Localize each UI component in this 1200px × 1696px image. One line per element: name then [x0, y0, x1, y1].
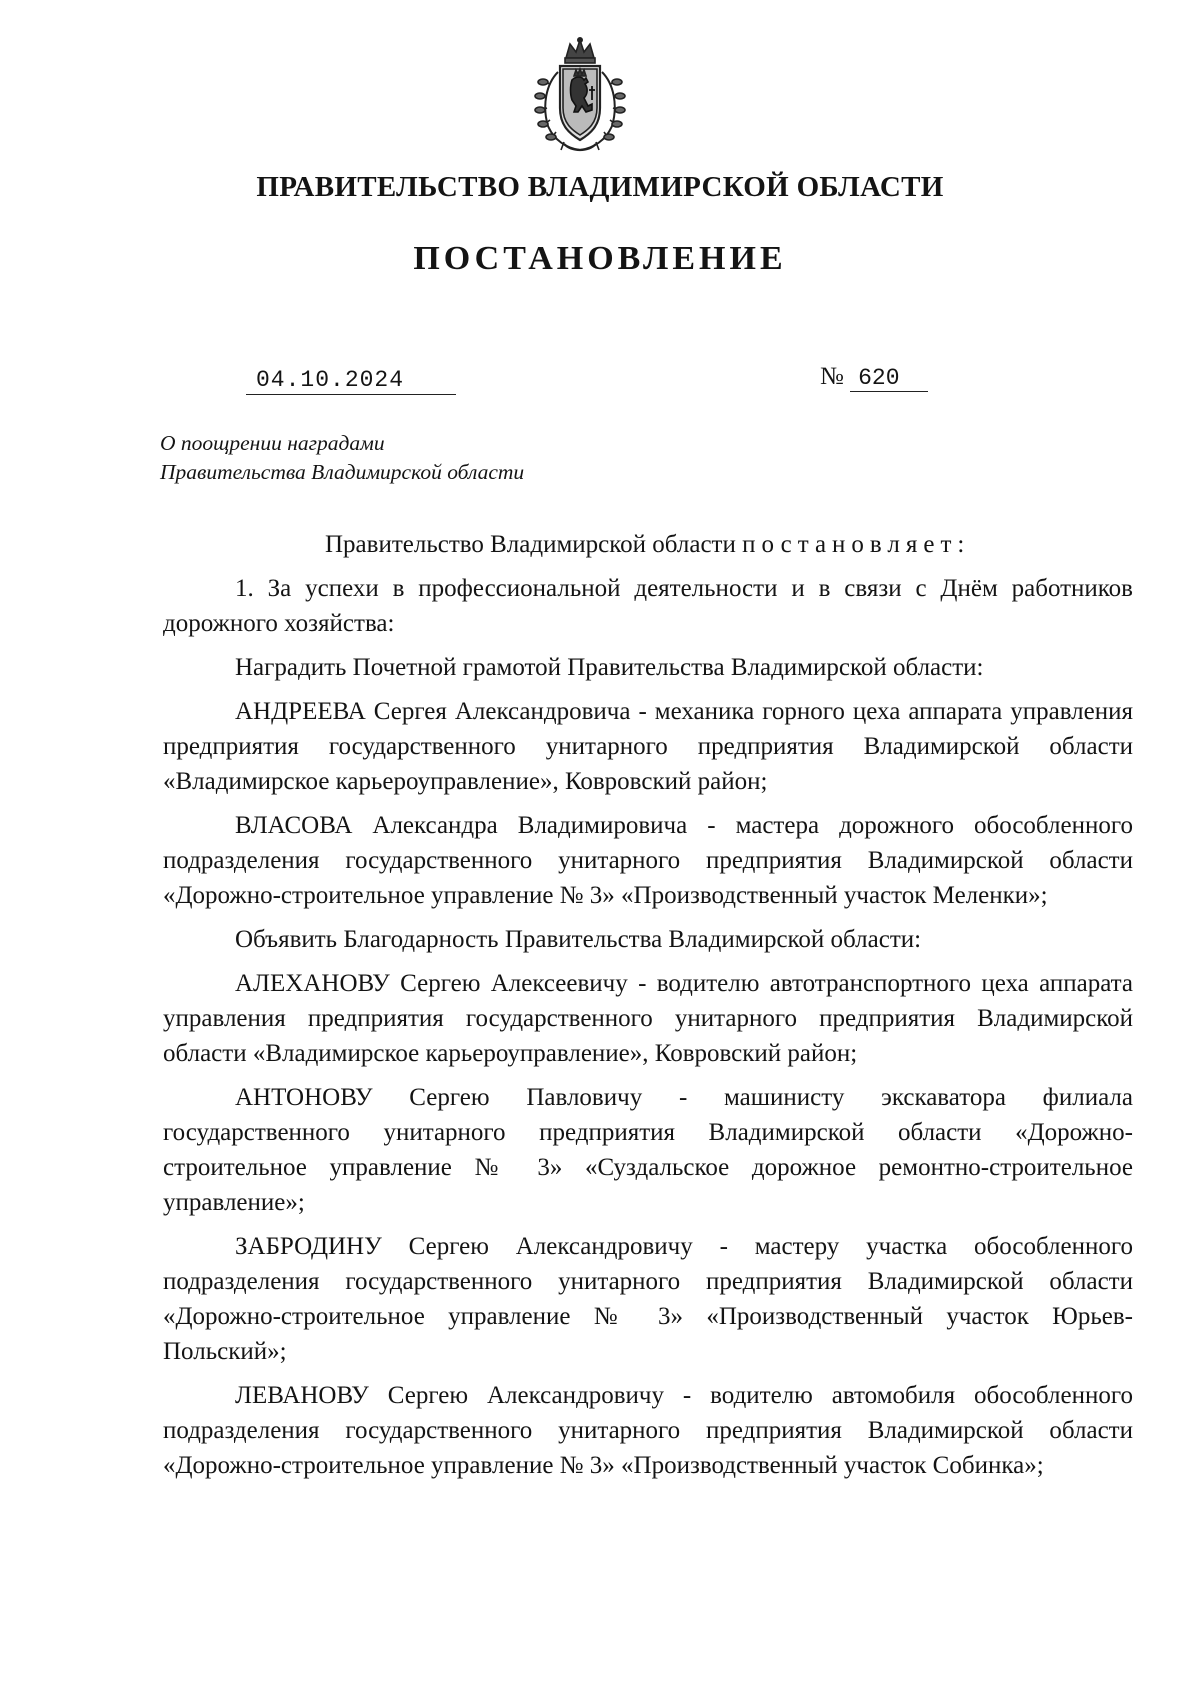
award-heading-1: Наградить Почетной грамотой Правительства Владимирской области: [235, 654, 984, 681]
document-number: 620 [850, 365, 928, 392]
award-person: АЛЕХАНОВУ Сергею Алексеевичу - водителю автотранспортного цеха аппарата управления предприятия государственного унитарного предприятия Владимирской области «Владимирское карьероуправление», Ковровский район; [163, 970, 1133, 1067]
award-person: ЛЕВАНОВУ Сергею Александровичу - водителю автомобиля обособленного подразделения государственного унитарного предприятия Владимирской области «Дорожно-строительное управление № 3» «Производственный участок Собинка»; [163, 1382, 1133, 1479]
document-subject [160, 429, 524, 487]
item-1: 1. За успехи в профессиональной деятельности и в связи с Днём работников дорожного хозяйства: [163, 575, 1133, 637]
award-person: ЗАБРОДИНУ Сергею Александровичу - мастеру участка обособленного подразделения государственного унитарного предприятия Владимирской области «Дорожно-строительное управление № 3» «Производственный участок Юрьев-Польский»; [163, 1233, 1133, 1365]
preamble-verb: постановляет: [742, 531, 971, 558]
award-person: АНТОНОВУ Сергею Павловичу - машинисту экскаватора филиала государственного унитарного предприятия Владимирской области «Дорожно-строительное управление № 3» «Суздальское дорожное ремонтно-строительное управление»; [163, 1084, 1133, 1216]
preamble-prefix: Правительство Владимирской области [325, 531, 736, 558]
award-heading-2: Объявить Благодарность Правительства Владимирской области: [235, 926, 922, 953]
document-body [163, 527, 1133, 1492]
document-type-title: ПОСТАНОВЛЕНИЕ [413, 240, 787, 277]
number-sign: № [820, 363, 844, 390]
document-date: 04.10.2024 [246, 367, 456, 395]
subject-line-2: Правительства Владимирской области [160, 460, 525, 484]
preamble [163, 527, 1133, 562]
coat-of-arms-icon [532, 36, 628, 156]
award-person: ВЛАСОВА Александра Владимировича - мастера дорожного обособленного подразделения государственного унитарного предприятия Владимирской области «Дорожно-строительное управление № 3» «Производственный участок Меленки»; [163, 812, 1133, 909]
org-title: ПРАВИТЕЛЬСТВО ВЛАДИМИРСКОЙ ОБЛАСТИ [256, 171, 944, 203]
award-person: АНДРЕЕВА Сергея Александровича - механика горного цеха аппарата управления предприятия государственного унитарного предприятия Владимирской области «Владимирское карьероуправление», Ковровский район; [163, 698, 1133, 795]
document-number-block [820, 362, 928, 392]
subject-line-1: О поощрении наградами [160, 431, 385, 455]
